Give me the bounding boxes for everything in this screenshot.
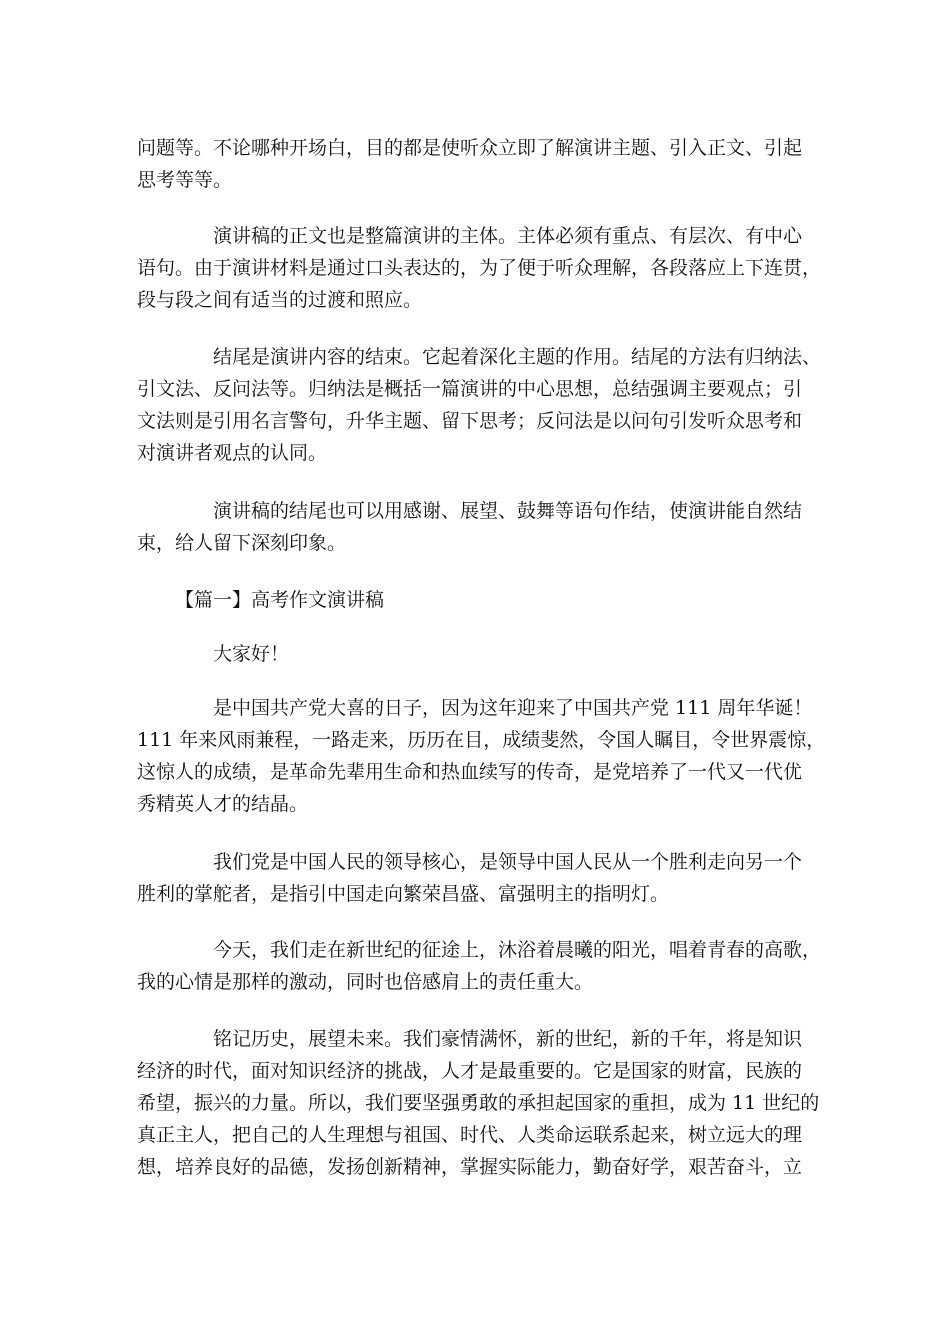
paragraph-greeting	[137, 638, 813, 670]
paragraph-ending-closing	[137, 495, 813, 559]
text-line: 文法则是引用名言警句，升华主题、留下思考；反问法是以问句引发听众思考和	[137, 410, 803, 432]
text-line: 束，给人留下深刻印象。	[137, 532, 347, 554]
text-line: 想，培养良好的品德，发扬创新精神，掌握实际能力，勤奋好学，艰苦奋斗，立	[137, 1156, 803, 1178]
text-line: 我的心情是那样的激动，同时也倍感肩上的责任重大。	[137, 971, 594, 993]
text-line: 秀精英人才的结晶。	[137, 793, 309, 815]
text-line: 语句。由于演讲材料是通过口头表达的，为了便于听众理解，各段落应上下连贯，	[137, 257, 822, 279]
text-line: 铭记历史，展望未来。我们豪情满怀，新的世纪，新的千年，将是知识	[213, 1028, 803, 1050]
text-line: 真正主人，把自己的人生理想与祖国、时代、人类命运联系起来，树立远大的理	[137, 1124, 803, 1146]
text-line: 大家好！	[213, 643, 290, 665]
text-line: 经济的时代，面对知识经济的挑战，人才是最重要的。它是国家的财富，民族的	[137, 1060, 803, 1082]
paragraph-anniversary	[137, 692, 826, 820]
text-line: 引文法、反问法等。归纳法是概括一篇演讲的中心思想，总结强调主要观点；引	[137, 378, 803, 400]
text-line: 希望，振兴的力量。所以，我们要坚强勇敢的承担起国家的重担，成为 11 世纪的	[137, 1092, 820, 1114]
text-line: 111 年来风雨兼程，一路走来，历历在目，成绩斐然，令国人瞩目，令世界震惊，	[137, 729, 826, 751]
paragraph-body-section	[137, 220, 822, 316]
paragraph-opening-continued	[137, 132, 813, 196]
paragraph-party-core	[137, 846, 813, 910]
text-line: 问题等。不论哪种开场白，目的都是使听众立即了解演讲主题、引入正文、引起	[137, 137, 803, 159]
text-line: 这惊人的成绩，是革命先辈用生命和热血续写的传奇，是党培养了一代又一代优	[137, 761, 803, 783]
text-line: 演讲稿的结尾也可以用感谢、展望、鼓舞等语句作结，使演讲能自然结	[213, 500, 803, 522]
paragraph-new-century	[137, 934, 822, 998]
text-line: 对演讲者观点的认同。	[137, 442, 328, 464]
section-heading	[137, 584, 813, 616]
text-line: 演讲稿的正文也是整篇演讲的主体。主体必须有重点、有层次、有中心	[213, 225, 803, 247]
text-line: 今天，我们走在新世纪的征途上，沐浴着晨曦的阳光，唱着青春的高歌，	[213, 939, 822, 961]
text-line: 段与段之间有适当的过渡和照应。	[137, 289, 423, 311]
paragraph-ending-methods	[137, 341, 822, 469]
text-line: 我们党是中国人民的领导核心，是领导中国人民从一个胜利走向另一个	[213, 851, 803, 873]
text-line: 是中国共产党大喜的日子，因为这年迎来了中国共产党 111 周年华诞！	[213, 697, 813, 719]
text-line: 结尾是演讲内容的结束。它起着深化主题的作用。结尾的方法有归纳法、	[213, 346, 822, 368]
text-line: 思考等等。	[137, 169, 233, 191]
paragraph-remember-history	[137, 1023, 820, 1183]
text-line: 胜利的掌舵者，是指引中国走向繁荣昌盛、富强明主的指明灯。	[137, 883, 670, 905]
heading-text: 【篇一】高考作文演讲稿	[175, 589, 385, 611]
